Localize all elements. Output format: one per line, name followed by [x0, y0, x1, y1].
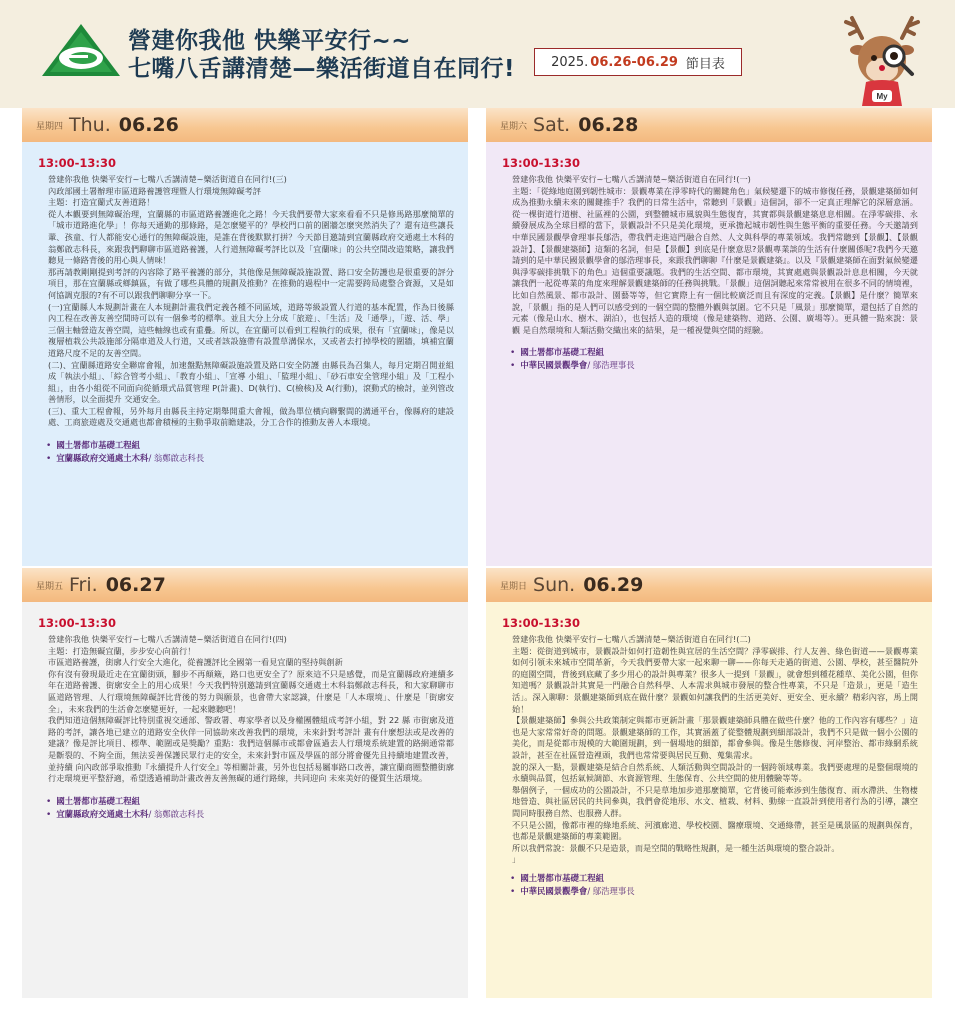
time-slot: 13:00-13:30 [38, 616, 116, 630]
program-content: 營建你我他 快樂平安行~七嘴八舌講清楚~樂活街道自在同行!(四) 主題：打造無礙宜蘭，步步安心向前行！ 市區道路養護，街廓人行安全大進化，從養護評比全國第一看見宜蘭的堅持與創新 你有沒有發現最近走在宜蘭街頭，腳步不再顛簸，路口也更安全了？原來這不只是感覺，而是宜蘭縣政府連續多年在道路養護、街廓安全上的用心成果！今天我們特別邀請到宜蘭縣交通處土木科翁鄭啟志科長，和大家聊聊市區道路管理、人行環境無障礙評比背後的努力與願景，也會帶大家認識，什麼是「人本環境」、什麼是「街廓安全」，未來我們的生活會怎麼變更好，一起來聽聽吧！ 我們知道這個無障礙評比特別重視交通部、警政署、專家學者以及身權團體組成考評小組，對 22 縣 市街廓及道路的考評，讓各地已建立的道路安全伙伴一同協助來改善我們的環境，未來針對考評計 畫有什麼想法或是改善的建議？像是評比項目、標準、範圍或是獎勵？重點：我們這個縣市或都會區過去人行環境系統建置的路網通常都是斷裂的、不夠全面，無法妥善保護民眾行走的安全，未來針對市區及學區的部分將會優先且持續地建置改善，並持續 向內政部爭取推動『永續提升人行安全』等相關計畫，另外也包括易屬事路口改善，讓宜蘭商圈整體街廓行走環境更平整舒適，希望透過補助計畫改善友善無礙的通行路線，共同迎向 未來美好的優質生活環境。 [48, 634, 454, 784]
day-header [22, 108, 468, 142]
speaker: 翁鄭啟志科長 [153, 808, 205, 819]
org-item: • 宜蘭縣政府交通處土木科 / 翁鄭啟志科長 [46, 808, 205, 820]
org-item: • 中華民國景觀學會 / 鄔浩理事長 [510, 885, 635, 897]
day-date: 06.28 [578, 114, 639, 136]
day-panel-thu [22, 108, 468, 566]
day-english: Fri. [69, 574, 98, 596]
time-slot: 13:00-13:30 [38, 156, 116, 170]
weekday-label: 星期四 [36, 121, 64, 132]
day-header [486, 568, 932, 602]
org-item: • 宜蘭縣政府交通處土木科 / 翁鄭啟志科長 [46, 453, 205, 465]
org-item: • 國土署都市基礎工程組 [46, 440, 141, 452]
program-content: 營建你我他 快樂平安行~七嘴八舌講清楚~樂活街道自在同行!(一) 主題：「從綠地庭園到韌性城市：景觀專業在淨零時代的關鍵角色」氣候變遷下的城市修復任務，景觀建築師如何成為推動永續未來的關鍵推手？我們的日常生活中，常聽到「景觀」這個詞，卻不一定真正理解它的深層意涵。從一棵街道行道樹、社區裡的公園，到整體城市風貌與生態復育，其實都與景觀建築息息相關。在淨零碳排、永續發展成為全球目標的當下，景觀設計不只是美化環境，更承擔起城市韌性與生態平衡的重要任務。今天邀請到中華民國景觀學會理事長鄔浩，帶我們走進這門融合自然、人文與科學的專業領域。我們常聽到【景觀】、【景觀設計】、【景觀建築師】這類的名詞，但是【景觀】到底是什麼意思?景觀專業談的生活有什麼關係呢?我們今天邀請到的是中華民國景觀學會的鄔浩理事長，來跟我們聊聊『什麼是景觀建築』。以及『景觀建築師在面對氣候變遷與淨零碳排挑戰下的角色』這個重要議題。我們的生活空間、都市環境，其實處處與景觀設計息息相關，今天就讓我們一起從專業的角度來理解景觀建築師的任務與挑戰。「景觀」這個詞聽起來常常被用在很多不同的情境裡，比如自然風景、都市設計、園藝等等，但它實際上有一個比較廣泛而且有深度的定義。【景觀】是什麼？簡單來說，「景觀」指的是人們可以感受到的一個空間的整體外觀與氛圍。它不只是「風景」那麼簡單，還包括了自然的元素（像是山水、樹木、湖泊），也包括人造的環境（像是建築物、道路、公園、廣場等）。更具體一點來說：景觀 是自然環境和人類活動交織出來的結果，是一種視覺與空間的經驗。 [512, 174, 918, 335]
org-list [36, 439, 454, 465]
time-slot: 13:00-13:30 [502, 616, 580, 630]
speaker: 鄔浩理事長 [592, 360, 635, 371]
title-line-1: 營建你我他 快樂平安行~~ [128, 28, 412, 54]
day-english: Thu. [69, 114, 111, 136]
date-range: 06.26-06.29 [590, 54, 678, 70]
program-content: 營建你我他 快樂平安行~七嘴八舌講清楚~樂活街道自在同行!(三) 內政部國土署辦理市區道路養護管理暨人行環境無障礙考評 主題：打造宜蘭式友善道路！ 從人本觀要到無障礙治理，宜蘭縣的市區道路養護進化之路！今天我們要帶大家來看看不只是修馬路那麼簡單的「城市道路進化學」！你每天通勤的那條路，是怎麼變平的？學校門口前的圍牆怎麼突然消失了？還有這些讓長輩、孩童、行人都能安心通行的無障礙設施，是誰在背後默默打拼？今天節目邀請到宜蘭縣政府交通處土木科的翁鄭啟志科長，來跟我們聊聊市區道路養護，人行道無障礙考評比以及「宜蘭味」的公共空間改造策略，讓我們聽見一條路背後的用心與人情味！ 那再請教剛剛提到考評的內容除了路平養護的部分，其他像是無障礙設施設置、路口安全防護也是很重要的評分項目，那在宜蘭縣或鄉鎮區，有做了哪些具體的規劃及推動？在推動的過程中一定需要跨局處整合資源，又是如何協調克服的?有不可以跟我們聊聊分享一下。 (一)宜蘭縣人本規劃計畫在人本規劃計畫我們定義各種不同區域，道路等級設置人行道的基本配置，作為日後縣內工程在改善友善空間時可以有一個參考的標準。並且大分上分成「旅遊」、「生活」及「通學」，「遊、活、學」三個主軸營造友善空間，這些軸線也或有重疊。所以，在宜蘭可以看到工程執行的成果，很有「宜蘭味」，像是以複層植栽公共設施部分隔車道及人行道，又或者該設施帶有設置草溝保水，又或者去打掉學校的圍牆，填補宜蘭道路尺度不足的友善空間。 (二)、宜蘭縣道路安全聯席會報，加速盤點無障礙設施設置及路口安全防護 由縣長為召集人，每月定期召開並組成「執法小組」、「綜合管考小組」、「教育小組」、「宣導 小組」、「監理小組」、「砂石車安全管理小組」及「工程小組」，由各小組從不同面向從循環式品質管理 P(計畫)、D(執行)、C(檢核)及 A(行動)，滾動式的檢討，並列管改善情形，以全面提升 交通安全。 (三)、重大工程會報，另外每月由縣長主持定期舉開重大會報，做為單位橫向聯繫間的溝通平台，像縣府的建設處、工商旅遊處及交通處也都會積極的主動爭取前瞻建設，分工合作的推動友善人本環境。 [48, 174, 454, 428]
org-item: • 國土署都市基礎工程組 [510, 347, 605, 359]
title-line-2: 七嘴八舌講清楚—樂活街道自在同行! [128, 56, 515, 82]
org-list [500, 872, 918, 898]
time-slot: 13:00-13:30 [502, 156, 580, 170]
speaker: 翁鄭啟志科長 [153, 453, 205, 464]
day-date: 06.29 [583, 574, 644, 596]
program-content: 營建你我他 快樂平安行~七嘴八舌講清楚~樂活街道自在同行!(二) 主題：從街道到城市，景觀設計如何打造韌性與宜居的生活空間？淨零碳排、行人友善、綠色街道——景觀專業如何引領未來城市空間革新，今天我們要帶大家一起來聊一聊——你每天走過的街道、公園、學校，甚至醫院外的庭園空間，背後到底藏了多少用心的設計與專業？很多人一提到「景觀」，就會想到種花種草、美化公園，但你知道嗎？景觀設計其實是一門融合自然科學、人本需求與城市發展的整合性專業，不只是「造景」，更是「造生活」。深入聊聊：景觀建築師到底在做什麼？景觀如何讓我們的生活更美好、更安全、更永續？精彩內容，馬上開始！ 【景觀建築師】參與公共政策制定與都市更新計畫「那景觀建築師具體在做些什麼？他的工作內容有哪些？」這也是大家常常好奇的問題。景觀建築師的工作，其實涵蓋了從整體規劃到細部設計，我們不只是做一個小公園的美化，而是從都市規模的大範圍規劃，到一個場地的細節，都會參與。像是生態修復、河岸整治、都市綠網系統設計，甚至在社區營造裡頭，我們也常常要與居民互動、蒐集需求。 說的深入一點，景觀建築是結合自然系統、人類活動與空間設計的一個跨領域專業。我們要處理的是整個環境的永續與品質，包括氣候調節、水資源管理、生態保育、公共空間的使用體驗等等。 舉個例子，一個成功的公園設計，不只是草地加步道那麼簡單，它背後可能牽涉到生態復育、雨水滯洪、生物棲地營造、與社區居民的共同參與，我們會從地形、水文、植栽、材料、動線一直設計到使用者行為的引導，讓空間同時服務自然、也服務人群。 不只是公園，像都市裡的綠地系統、河濱廊道、學校校園、醫療環境、交通綠帶，甚至是風景區的規劃與保育，也都是景觀建築師的專業範圍。 所以我們常說：景觀不只是造景，而是空間的戰略性規劃，是一種生活與環境的整合設計。 」 [512, 634, 918, 865]
org-item: • 中華民國景觀學會 / 鄔浩理事長 [510, 360, 635, 372]
reindeer-mascot-icon [832, 8, 932, 108]
day-english: Sat. [533, 114, 571, 136]
day-panel-sat [486, 108, 932, 566]
page-header [0, 0, 955, 108]
date-year: 2025. [551, 54, 589, 70]
day-panel-fri [22, 568, 468, 998]
weekday-label: 星期五 [36, 581, 64, 592]
agency-logo-icon [40, 22, 122, 78]
day-date: 06.27 [105, 574, 166, 596]
weekday-label: 星期日 [500, 581, 528, 592]
org-list [36, 795, 454, 821]
mascot-badge: My [876, 92, 888, 101]
org-list [500, 346, 918, 372]
day-panel-sun [486, 568, 932, 998]
org-item: • 國土署都市基礎工程組 [46, 795, 141, 807]
date-suffix: 節目表 [685, 56, 725, 72]
day-header [486, 108, 932, 142]
weekday-label: 星期六 [500, 121, 528, 132]
org-item: • 國土署都市基礎工程組 [510, 872, 605, 884]
day-date: 06.26 [118, 114, 179, 136]
speaker: 鄔浩理事長 [592, 885, 635, 896]
schedule-date-box [534, 48, 742, 76]
day-english: Sun. [533, 574, 576, 596]
day-header [22, 568, 468, 602]
